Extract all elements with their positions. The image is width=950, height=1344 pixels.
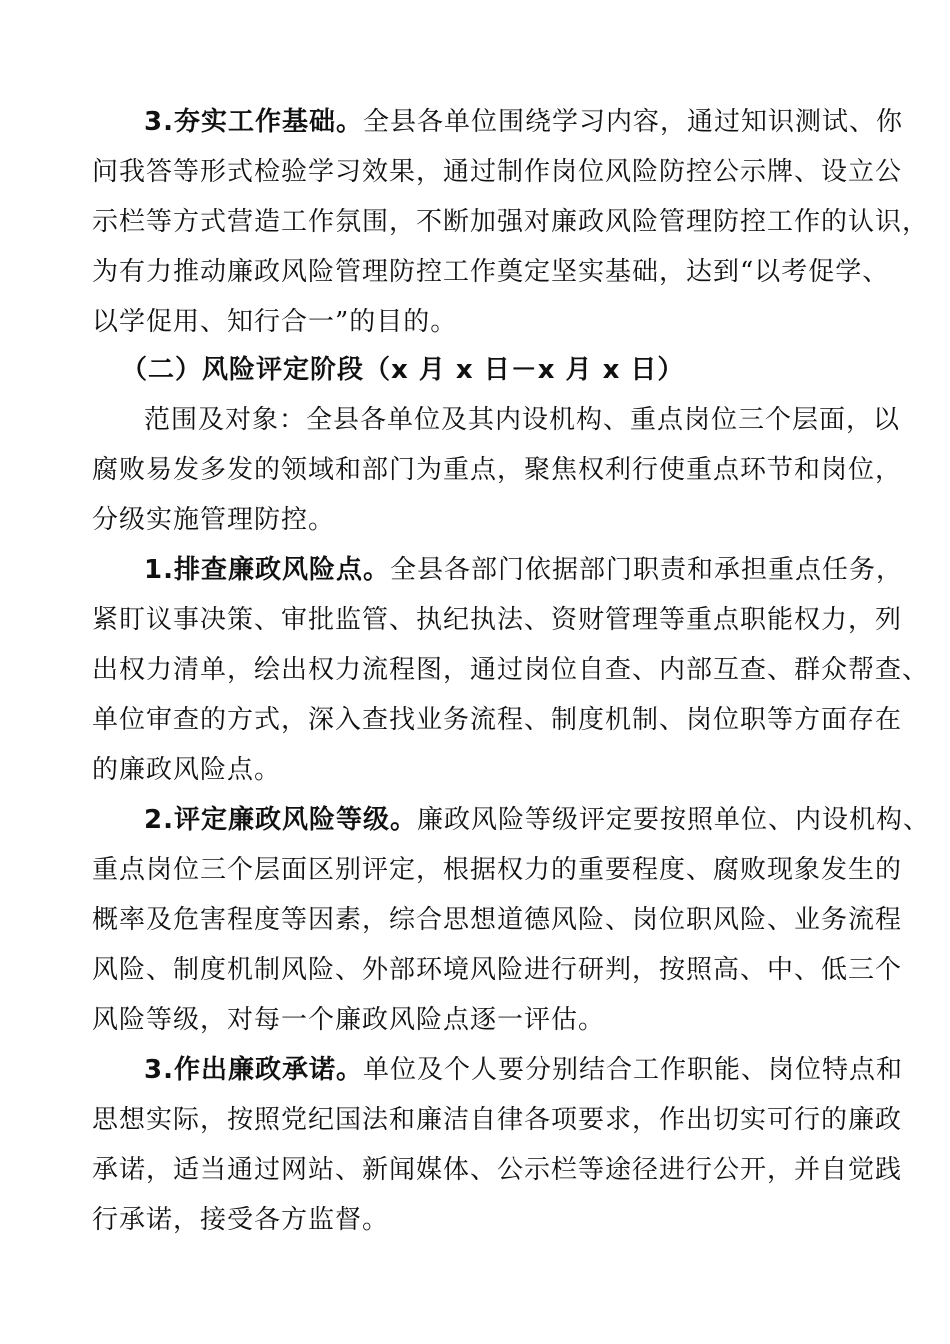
paragraph-line: 腐败易发多发的领域和部门为重点，聚焦权利行使重点环节和岗位， bbox=[92, 455, 903, 485]
paragraph-text: 廉政风险等级评定要按照单位、内设机构、 bbox=[416, 805, 930, 835]
paragraph-heading: 3.夯实工作基础。 bbox=[144, 107, 363, 137]
paragraph-text: 全县各部门依据部门职责和承担重点任务， bbox=[389, 555, 903, 585]
paragraph-line bbox=[144, 555, 903, 585]
paragraph-text: 单位及个人要分别结合工作职能、岗位特点和 bbox=[362, 1055, 903, 1085]
paragraph-line: 示栏等方式营造工作氛围，不断加强对廉政风险管理防控工作的认识， bbox=[92, 207, 930, 237]
paragraph-line: 为有力推动廉政风险管理防控工作奠定坚实基础，达到“以考促学、 bbox=[92, 257, 890, 287]
paragraph-heading: 3.作出廉政承诺。 bbox=[144, 1055, 363, 1085]
paragraph-line: 风险、制度机制风险、外部环境风险进行研判，按照高、中、低三个 bbox=[92, 955, 903, 985]
paragraph-text: 全县各单位围绕学习内容，通过知识测试、你 bbox=[362, 107, 903, 137]
paragraph-line: 分级实施管理防控。 bbox=[92, 505, 336, 535]
paragraph-line: 问我答等形式检验学习效果，通过制作岗位风险防控公示牌、设立公 bbox=[92, 157, 903, 187]
paragraph-heading: 1.排查廉政风险点。 bbox=[144, 555, 390, 585]
paragraph-line: 范围及对象：全县各单位及其内设机构、重点岗位三个层面，以 bbox=[144, 405, 901, 435]
paragraph-line: 单位审查的方式，深入查找业务流程、制度机制、岗位职等方面存在 bbox=[92, 705, 903, 735]
paragraph-line: 的廉政风险点。 bbox=[92, 755, 282, 785]
paragraph-line: 行承诺，接受各方监督。 bbox=[92, 1205, 390, 1235]
paragraph-line: 概率及危害程度等因素，综合思想道德风险、岗位职风险、业务流程 bbox=[92, 905, 903, 935]
paragraph-line: 以学促用、知行合一”的目的。 bbox=[92, 307, 458, 337]
paragraph-line: 重点岗位三个层面区别评定，根据权力的重要程度、腐败现象发生的 bbox=[92, 855, 903, 885]
paragraph-line bbox=[144, 805, 930, 835]
paragraph-line: 承诺，适当通过网站、新闻媒体、公示栏等途径进行公开，并自觉践 bbox=[92, 1155, 903, 1185]
paragraph-line: 紧盯议事决策、审批监管、执纪执法、资财管理等重点职能权力，列 bbox=[92, 605, 903, 635]
paragraph-heading: 2.评定廉政风险等级。 bbox=[144, 805, 417, 835]
paragraph-line bbox=[144, 1055, 903, 1085]
paragraph-line: 出权力清单，绘出权力流程图，通过岗位自查、内部互查、群众帮查、 bbox=[92, 655, 930, 685]
paragraph-line: 思想实际，按照党纪国法和廉洁自律各项要求，作出切实可行的廉政 bbox=[92, 1105, 903, 1135]
paragraph-line: 风险等级，对每一个廉政风险点逐一评估。 bbox=[92, 1005, 606, 1035]
section-heading: （二）风险评定阶段（x 月 x 日－x 月 x 日） bbox=[121, 355, 685, 385]
paragraph-line bbox=[144, 107, 903, 137]
